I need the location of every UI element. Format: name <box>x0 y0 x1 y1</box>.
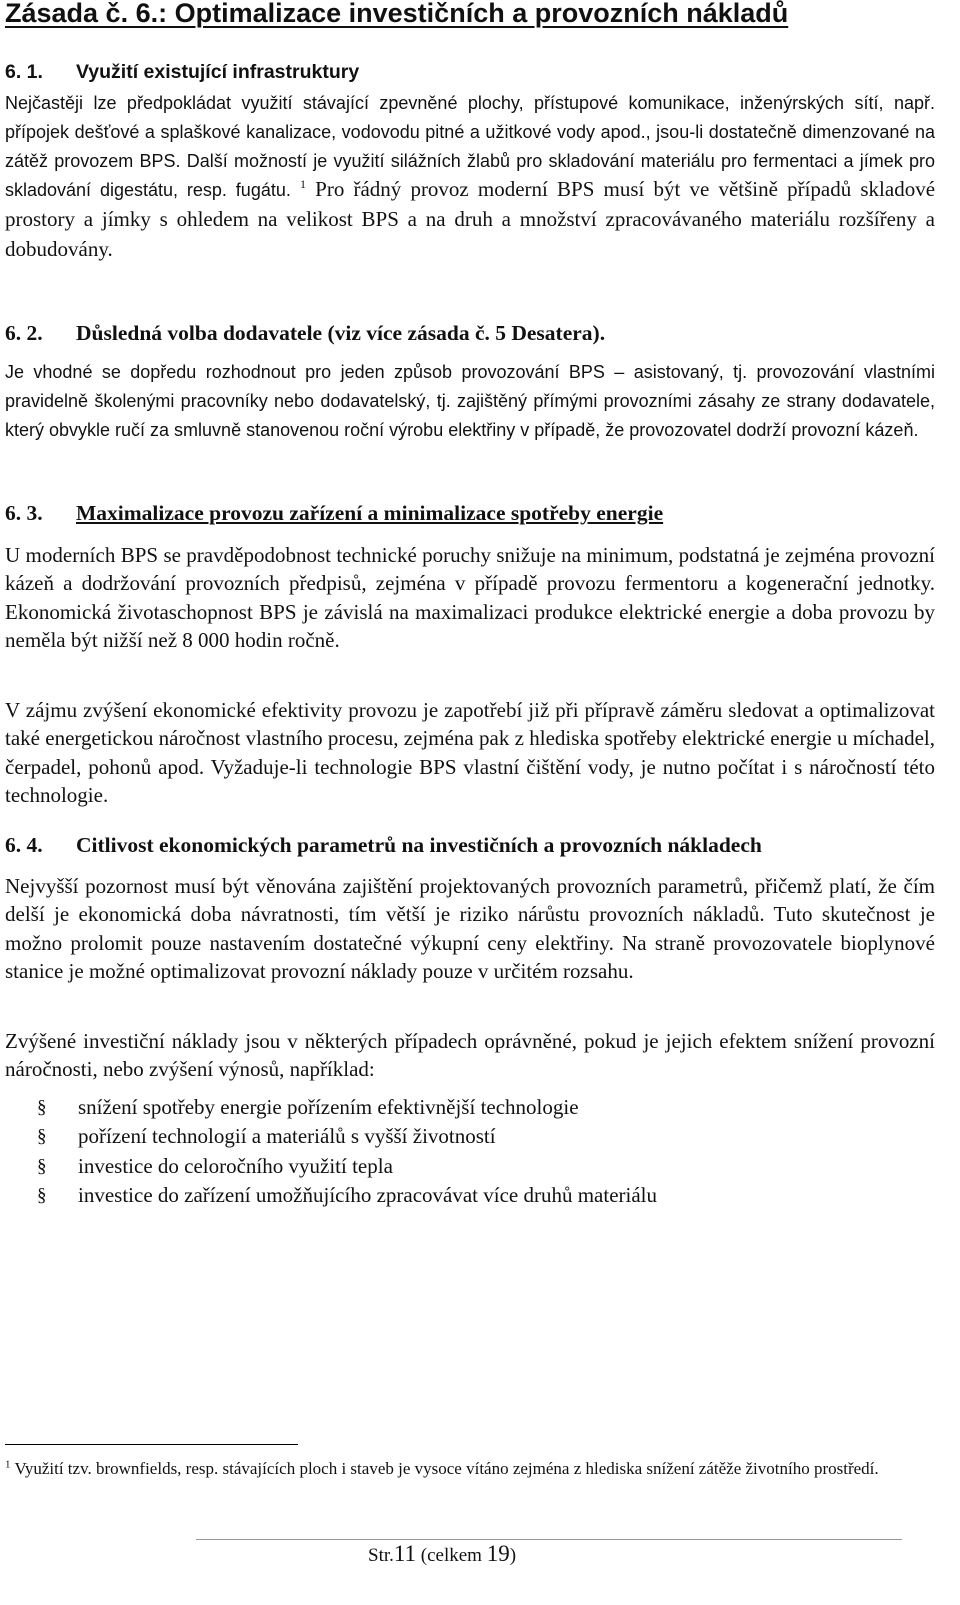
footnote <box>5 1456 935 1482</box>
footnote-marker: 1 <box>5 1458 11 1471</box>
section-sign-icon: § <box>37 1097 47 1118</box>
current-page: 11 <box>393 1541 417 1566</box>
paragraph-6-4-b <box>5 1027 935 1084</box>
paragraph-text: Nejvyšší pozornost musí být věnována zajištění projektovaných provozních parametrů, přičemž platí, že čím delší je ekonomická doba návratnosti, tím větší je riziko nárůstu provozních nákladů. Tuto skutečnost je možno prolomit pouze nastavením dostatečné výkupní ceny elektřiny. Na straně provozovatele bioplynové stanice je možné optimalizovat provozní náklady pouze v určitém rozsahu. <box>5 874 935 984</box>
section-heading-6-4 <box>5 833 762 858</box>
paragraph-6-3-a <box>5 541 935 655</box>
section-title: Využití existující infrastruktury <box>76 61 360 83</box>
paragraph-text: V zájmu zvýšení ekonomické efektivity provozu je zapotřebí již při přípravě záměru sledovat a optimalizovat také energetickou náročnost vlastního procesu, zejména pak z hlediska spotřeby elektrické energie u míchadel, čerpadel, pohonů apod. Vyžaduje-li technologie BPS vlastní čištění vody, je nutno počítat i s náročností této technologie. <box>5 698 935 808</box>
paragraph-text: Pro řádný provoz moderní BPS musí být ve většině případů skladové prostory a jímky s ohledem na velikost BPS a na druh a množství zpracovávaného materiálu rozšířeny a dobudovány. <box>5 177 936 261</box>
section-title: Maximalizace provozu zařízení a minimalizace spotřeby energie <box>76 501 664 525</box>
paragraph-6-2 <box>5 358 935 444</box>
list-item-text: investice do celoročního využití tepla <box>78 1153 393 1178</box>
paragraph-6-3-b <box>5 696 935 810</box>
paragraph-text: Je vhodné se dopředu rozhodnout pro jeden způsob provozování BPS – asistovaný, tj. provozování vlastními pravidelně školenými pracovníky nebo dodavatelský, tj. zajištěný přímými provozními zásahy ze strany dodavatele, který obvykle ručí za smluvně stanovenou roční výrobu elektřiny v případě, že provozovatel dodrží provozní kázeň. <box>5 362 935 440</box>
page-number-prefix: Str. <box>368 1545 394 1566</box>
list-item <box>37 1093 657 1122</box>
list-item-text: investice do zařízení umožňujícího zpracovávat více druhů materiálu <box>78 1182 658 1207</box>
page-number-middle: (celkem <box>416 1545 487 1566</box>
section-heading-6-2 <box>5 321 605 346</box>
section-number: 6. 3. <box>5 501 43 525</box>
footnote-text: Využití tzv. brownfields, resp. stávajících ploch i staveb je vysoce vítáno zejména z hlediska snížení zátěže životního prostředí. <box>14 1459 879 1478</box>
section-heading-6-1 <box>5 61 359 84</box>
section-sign-icon: § <box>37 1155 47 1177</box>
paragraph-text: U moderních BPS se pravděpodobnost technické poruchy snižuje na minimum, podstatná je zejména provozní kázeň a dodržování provozních předpisů, zejména v případě provozu fermentoru a kogenerační jednotky. Ekonomická životaschopnost BPS je závislá na maximalizaci produkce elektrické energie a doba provozu by neměla být nižší než 8 000 hodin ročně. <box>5 543 935 653</box>
page-number <box>368 1541 516 1567</box>
list-item-text: snížení spotřeby energie pořízením efektivnější technologie <box>78 1095 579 1119</box>
list-item-text: pořízení technologií a materiálů s vyšší životností <box>78 1124 496 1149</box>
paragraph-text: Nejčastěji lze předpokládat využití stávající zpevněné plochy, přístupové komunikace, inženýrských sítí, např. přípojek dešťové a splaškové kanalizace, vodovodu pitné a užitkové vody apod., jsou-li dostatečně dimenzované na zátěž provozem BPS. <box>5 93 935 171</box>
page-number-suffix: ) <box>509 1545 517 1566</box>
total-pages: 19 <box>486 1541 510 1566</box>
list-item <box>37 1122 657 1151</box>
paragraph-text: Další možností je využití silážních žlabů pro skladování materiálu pro fermentaci a jímek pro skladování digestátu, resp. fugátu. <box>5 150 935 201</box>
section-number: 6. 4. <box>5 833 43 857</box>
paragraph-text: Zvýšené investiční náklady jsou v některých případech oprávněné, pokud je jejich efektem snížení provozní náročnosti, nebo zvýšení výnosů, například: <box>5 1029 935 1082</box>
footer-divider <box>196 1539 902 1540</box>
section-number: 6. 1. <box>5 61 43 83</box>
section-number: 6. 2. <box>5 321 43 345</box>
footnote-reference: 1 <box>300 177 307 192</box>
paragraph-6-1 <box>5 89 935 265</box>
section-heading-6-3 <box>5 501 663 526</box>
list-item <box>37 1181 657 1210</box>
section-title: Citlivost ekonomických parametrů na investičních a provozních nákladech <box>76 833 762 857</box>
section-sign-icon: § <box>37 1126 47 1148</box>
paragraph-6-4-a <box>5 872 935 986</box>
section-sign-icon: § <box>37 1184 47 1206</box>
list-item <box>37 1152 657 1181</box>
page-title: Zásada č. 6.: Optimalizace investičních a provozních nákladů <box>5 0 789 28</box>
section-title: Důsledná volba dodavatele (viz více zásada č. 5 Desatera). <box>76 321 606 345</box>
footnote-divider <box>5 1444 298 1445</box>
bullet-list <box>37 1093 657 1210</box>
